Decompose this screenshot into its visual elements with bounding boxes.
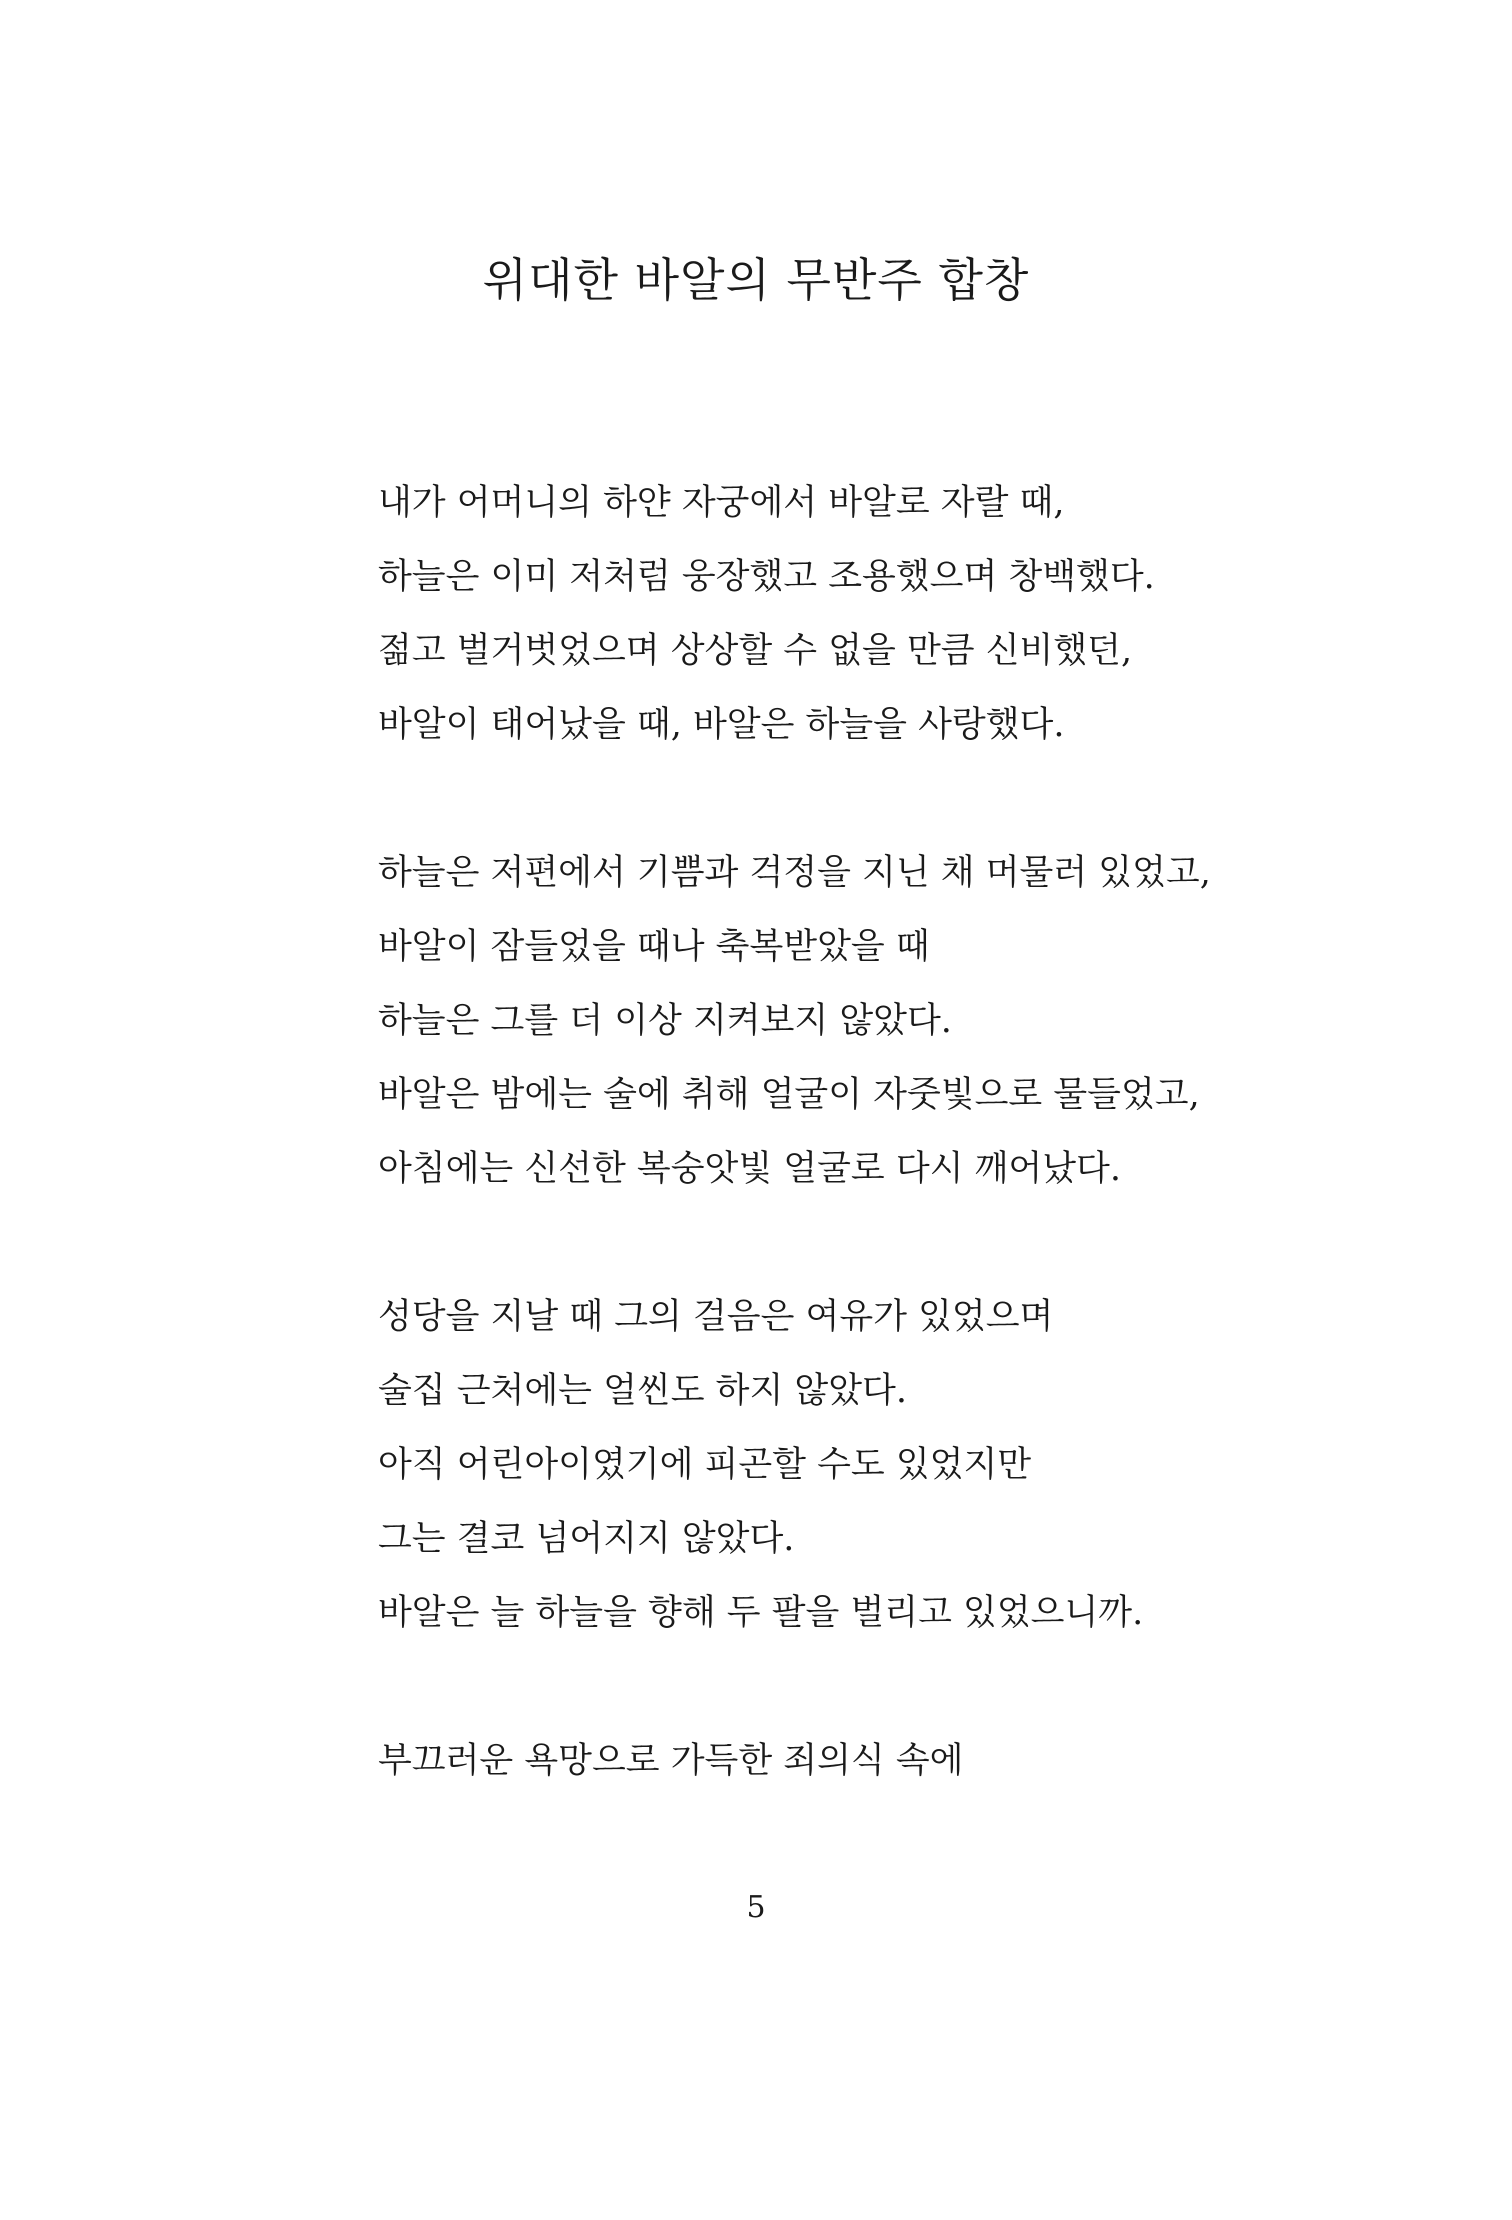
poem-line: 술집 근처에는 얼씬도 하지 않았다. bbox=[378, 1371, 907, 1411]
poem-line: 하늘은 그를 더 이상 지켜보지 않았다. bbox=[378, 1001, 952, 1041]
poem-line: 아직 어린아이였기에 피곤할 수도 있었지만 bbox=[378, 1445, 1032, 1485]
poem-line: 바알이 태어났을 때, 바알은 하늘을 사랑했다. bbox=[378, 705, 1065, 745]
poem-title: 위대한 바알의 무반주 합창 bbox=[482, 253, 1030, 307]
poem-line: 성당을 지날 때 그의 걸음은 여유가 있었으며 bbox=[378, 1297, 1054, 1337]
stanza-1 bbox=[378, 466, 1378, 762]
stanza-4 bbox=[378, 1724, 1378, 1798]
poem-body bbox=[378, 466, 1378, 1798]
poem-line: 젊고 벌거벗었으며 상상할 수 없을 만큼 신비했던, bbox=[378, 631, 1133, 671]
poem-line: 바알은 늘 하늘을 향해 두 팔을 벌리고 있었으니까. bbox=[378, 1593, 1144, 1633]
poem-line: 하늘은 저편에서 기쁨과 걱정을 지닌 채 머물러 있었고, bbox=[378, 853, 1211, 893]
poem-line: 하늘은 이미 저처럼 웅장했고 조용했으며 창백했다. bbox=[378, 557, 1155, 597]
stanza-2 bbox=[378, 836, 1378, 1206]
poem-line: 바알이 잠들었을 때나 축복받았을 때 bbox=[378, 927, 930, 967]
poem-line: 그는 결코 넘어지지 않았다. bbox=[378, 1519, 795, 1559]
page-number: 5 bbox=[746, 1890, 766, 1925]
poem-line: 부끄러운 욕망으로 가득한 죄의식 속에 bbox=[378, 1741, 964, 1781]
poem-line: 아침에는 신선한 복숭앗빛 얼굴로 다시 깨어났다. bbox=[378, 1149, 1121, 1189]
poem-line: 내가 어머니의 하얀 자궁에서 바알로 자랄 때, bbox=[378, 483, 1065, 523]
poem-line: 바알은 밤에는 술에 취해 얼굴이 자줏빛으로 물들었고, bbox=[378, 1075, 1200, 1115]
stanza-3 bbox=[378, 1280, 1378, 1650]
